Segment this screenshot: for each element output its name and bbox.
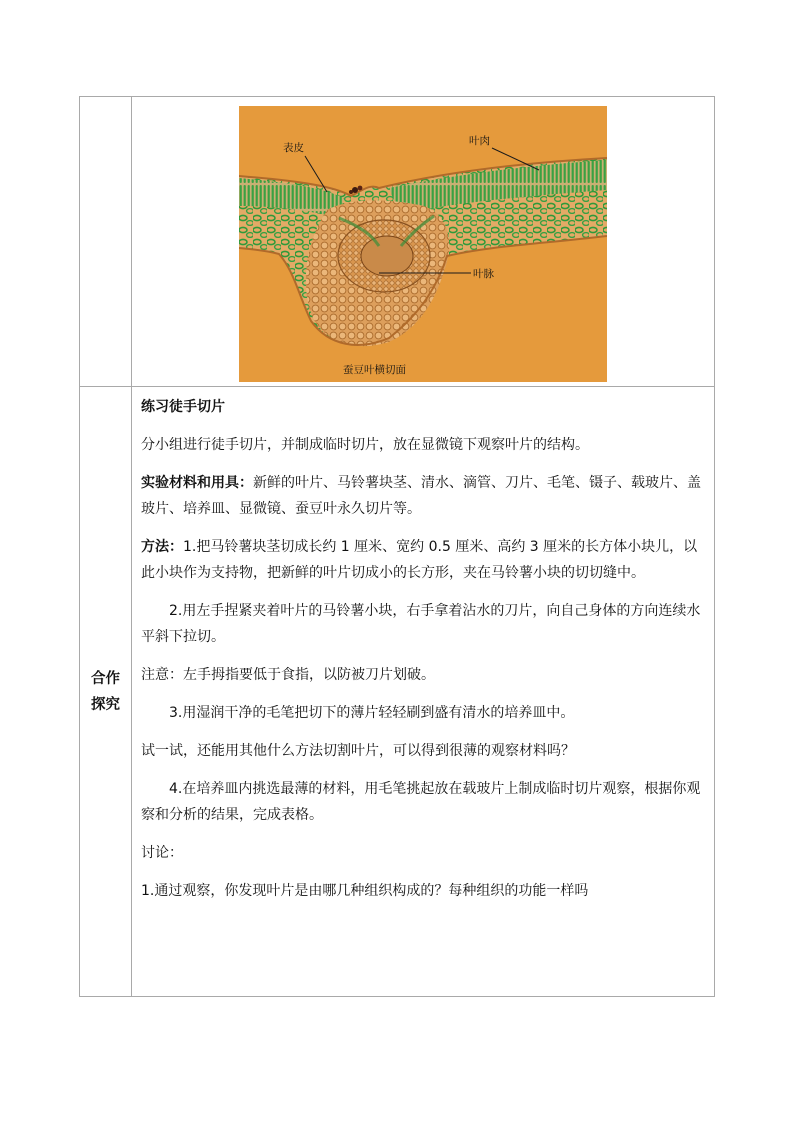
section-label-line-1: 合作	[91, 670, 120, 687]
section-label	[80, 387, 132, 997]
discussion-question-1: 1.通过观察，你发现叶片是由哪几种组织构成的？每种组织的功能一样吗	[141, 883, 589, 899]
label-mesophyll: 叶肉	[469, 135, 490, 147]
step-1-text: 1.把马铃薯块茎切成长约 1 厘米、宽约 0.5 厘米、高约 3 厘米的长方体小块儿，以此小块作为支持物，把新鲜的叶片切成小的长方形，夹在马铃薯小块的切切缝中。	[141, 539, 698, 581]
label-vein: 叶脉	[473, 268, 494, 280]
section-label-line-2: 探究	[91, 696, 120, 713]
materials-paragraph	[141, 470, 706, 522]
method-paragraph	[141, 534, 706, 586]
empty-label-cell	[80, 97, 132, 387]
step-4-paragraph: 4.在培养皿内挑选最薄的材料，用毛笔挑起放在载玻片上制成临时切片观察，根据你观察和分析的结果，完成表格。	[141, 781, 701, 823]
note-paragraph: 注意：左手拇指要低于食指，以防被刀片划破。	[141, 667, 435, 683]
materials-label: 实验材料和用具：	[141, 475, 253, 491]
materials-text: 新鲜的叶片、马铃薯块茎、清水、滴管、刀片、毛笔、镊子、载玻片、盖玻片、培养皿、显微镜、蚕豆叶永久切片等。	[141, 475, 701, 517]
content-cell	[132, 387, 715, 997]
lesson-table	[79, 96, 715, 997]
try-it-paragraph: 试一试，还能用其他什么方法切割叶片，可以得到很薄的观察材料吗？	[141, 743, 575, 759]
label-epidermis: 表皮	[283, 142, 304, 154]
section-title: 练习徒手切片	[141, 399, 225, 415]
broad-bean-leaf-cross-section-micrograph	[239, 106, 607, 382]
step-2-paragraph: 2.用左手捏紧夹着叶片的马铃薯小块，右手拿着沾水的刀片，向自己身体的方向连续水平斜下拉切。	[141, 603, 701, 645]
method-label: 方法：	[141, 539, 183, 555]
discussion-heading: 讨论：	[141, 845, 183, 861]
intro-paragraph: 分小组进行徒手切片，并制成临时切片，放在显微镜下观察叶片的结构。	[141, 437, 589, 453]
figure-cell	[132, 97, 715, 387]
step-3-paragraph: 3.用湿润干净的毛笔把切下的薄片轻轻刷到盛有清水的培养皿中。	[169, 705, 575, 721]
figure-caption: 蚕豆叶横切面	[343, 364, 406, 376]
